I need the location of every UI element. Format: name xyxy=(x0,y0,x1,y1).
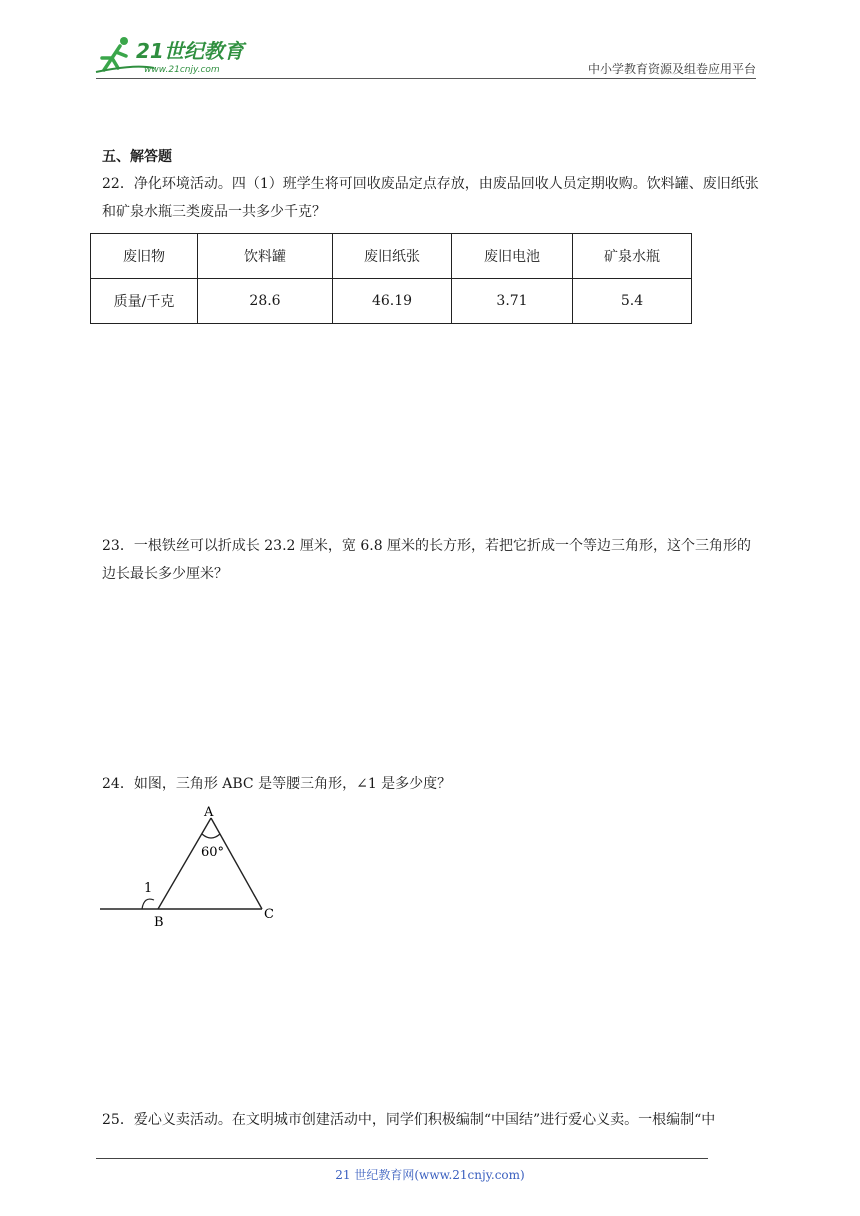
table-cell: 3.71 xyxy=(452,279,573,324)
runner-head-icon xyxy=(120,37,128,45)
table-cell: 5.4 xyxy=(573,279,692,324)
table-cell: 46.19 xyxy=(333,279,452,324)
question-22-text: 22．净化环境活动。四（1）班学生将可回收废品定点存放，由废品回收人员定期收购。饮料罐、废旧纸张和矿泉水瓶三类废品一共多少千克？ xyxy=(102,176,759,220)
vertex-a-label: A xyxy=(204,805,214,820)
vertex-c-label: C xyxy=(264,907,274,922)
runner-body-icon xyxy=(102,46,126,70)
footer-text[interactable]: 21 世纪教育网(www.21cnjy.com) xyxy=(335,1168,525,1182)
table-cell: 质量/千克 xyxy=(91,279,198,324)
table-cell: 饮料罐 xyxy=(198,234,333,279)
waste-table xyxy=(90,233,692,324)
angle-a-arc xyxy=(202,834,220,838)
question-25-text: 25．爱心义卖活动。在文明城市创建活动中，同学们积极编制“中国结”进行爱心义卖。一根编制“中 xyxy=(102,1112,716,1128)
logo-url: www.21cnjy.com xyxy=(144,65,220,75)
table-cell: 废旧纸张 xyxy=(333,234,452,279)
side-ab xyxy=(158,818,211,909)
table-cell: 废旧物 xyxy=(91,234,198,279)
angle-1-arc xyxy=(142,899,154,909)
vertex-b-label: B xyxy=(154,915,164,930)
table-cell: 废旧电池 xyxy=(452,234,573,279)
triangle-figure xyxy=(98,800,288,934)
side-ac xyxy=(211,818,262,909)
question-23-text: 23．一根铁丝可以折成长 23.2 厘米，宽 6.8 厘米的长方形，若把它折成一个等边三角形，这个三角形的边长最长多少厘米？ xyxy=(102,538,752,582)
logo-text: 21世纪教育 xyxy=(136,39,244,63)
table-header-row xyxy=(91,234,692,279)
table-cell: 矿泉水瓶 xyxy=(573,234,692,279)
header-divider xyxy=(96,78,756,79)
angle-a-label: 60° xyxy=(201,845,225,860)
table-row xyxy=(91,279,692,324)
section-title: 五、解答题 xyxy=(102,149,172,165)
platform-title: 中小学教育资源及组卷应用平台 xyxy=(587,62,756,76)
site-logo xyxy=(94,34,264,76)
footer-divider xyxy=(96,1158,708,1159)
angle-1-label: 1 xyxy=(144,881,153,896)
question-24-text: 24．如图，三角形 ABC 是等腰三角形，∠1 是多少度？ xyxy=(102,776,452,792)
table-cell: 28.6 xyxy=(198,279,333,324)
